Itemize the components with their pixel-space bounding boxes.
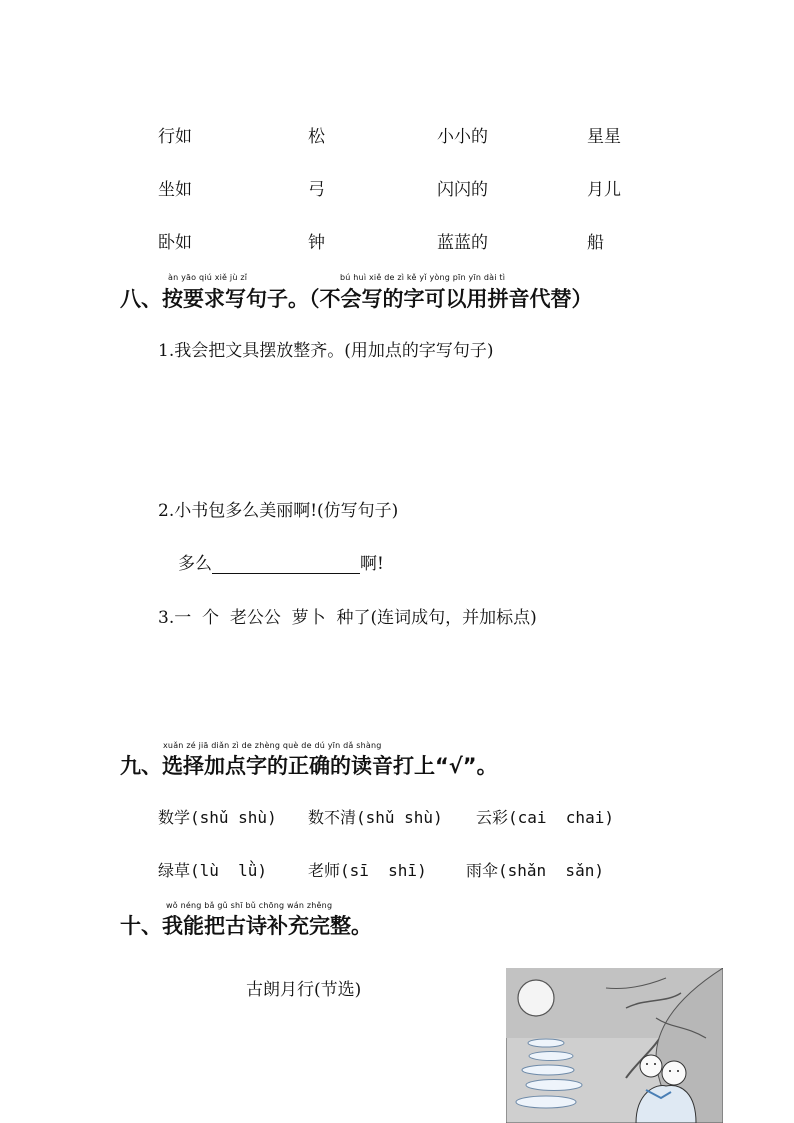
choice-item[interactable]: 老师(sī shī) (308, 861, 427, 880)
child-icon (662, 1061, 686, 1085)
match-cell: 钟 (308, 233, 325, 253)
choice-item[interactable]: 绿草(lù lǜ) (158, 861, 268, 880)
poem-title: 古朗月行(节选) (246, 980, 362, 1000)
match-cell: 星星 (587, 127, 621, 147)
pinyin-annotation: xuǎn zé jiā diǎn zì de zhèng què de dú yīn dǎ shàng (163, 741, 382, 750)
blank-prefix: 多么 (178, 554, 212, 574)
choice-item[interactable]: 数学(shǔ shù) (158, 808, 277, 827)
match-cell: 闪闪的 (437, 180, 488, 200)
question-text: 3.一 个 老公公 萝卜 种了(连词成句，并加标点) (158, 608, 537, 628)
child-icon (640, 1055, 662, 1077)
match-cell: 小小的 (437, 127, 488, 147)
fill-blank-line (178, 549, 384, 574)
pinyin-annotation: wǒ néng bǎ gǔ shī bǔ chōng wán zhěng (166, 901, 333, 910)
choice-item[interactable]: 数不清(shǔ shù) (308, 808, 443, 827)
match-cell: 月儿 (587, 180, 621, 200)
match-cell: 行如 (158, 127, 192, 147)
pinyin-annotation: àn yāo qiú xiě jù zǐ (168, 273, 248, 282)
poem-illustration (506, 968, 723, 1123)
section-heading: 八、按要求写句子。（不会写的字可以用拼音代替） (120, 287, 593, 311)
section-heading: 九、选择加点字的正确的读音打上“√”。 (120, 754, 498, 778)
choice-item[interactable]: 云彩(cai chai) (476, 808, 614, 827)
question-text: 1.我会把文具摆放整齐。(用加点的字写句子) (158, 341, 494, 361)
match-cell: 卧如 (158, 233, 192, 253)
match-cell: 弓 (308, 180, 325, 200)
blank-suffix: 啊! (360, 554, 384, 574)
section-heading: 十、我能把古诗补充完整。 (120, 914, 372, 938)
match-cell: 蓝蓝的 (437, 233, 488, 253)
match-cell: 松 (308, 127, 325, 147)
match-cell: 船 (587, 233, 604, 253)
pinyin-annotation: bú huì xiě de zì kě yǐ yòng pīn yīn dài tì (340, 273, 506, 282)
answer-blank[interactable] (212, 557, 360, 574)
question-text: 2.小书包多么美丽啊!(仿写句子) (158, 501, 399, 521)
match-cell: 坐如 (158, 180, 192, 200)
moon-icon (518, 980, 554, 1016)
choice-item[interactable]: 雨伞(shǎn sǎn) (466, 861, 604, 880)
